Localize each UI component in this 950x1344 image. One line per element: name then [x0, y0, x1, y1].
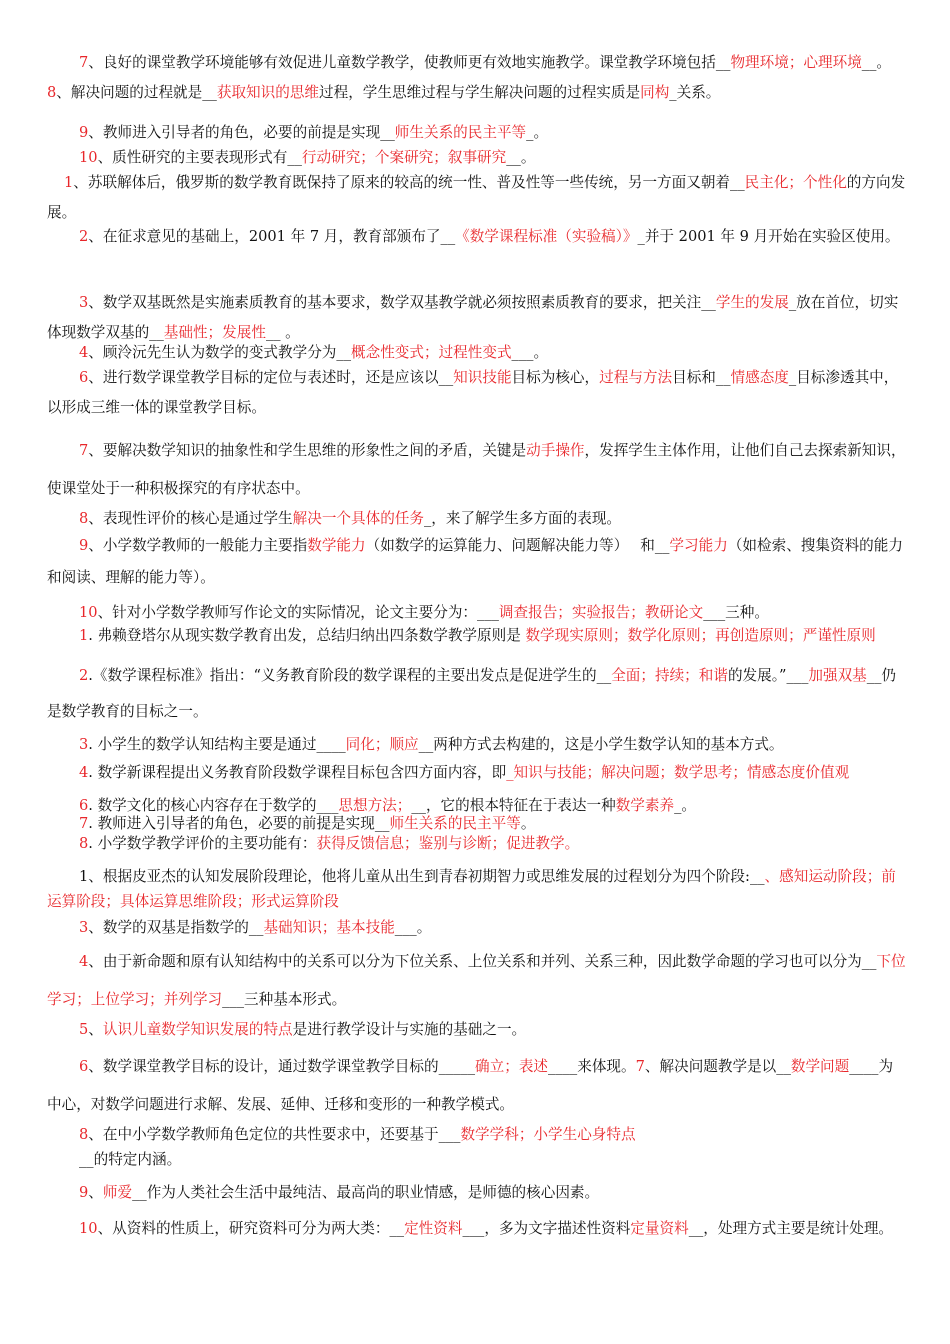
answer-text: 4	[79, 344, 89, 361]
question-paragraph	[47, 763, 907, 783]
question-text: ____为中心，对数学问题进行求解、发展、延伸、迁移和变形的一种教学模式。	[47, 1058, 894, 1113]
question-text: __	[380, 124, 395, 141]
question-paragraph	[47, 48, 907, 108]
question-text: 目标和	[672, 369, 716, 386]
question-text: . 小学数学教学评价的主要功能有：	[88, 835, 317, 852]
question-text: 、从资料的性质上，研究资料可分为两大类：	[97, 1220, 390, 1237]
question-text: ___	[438, 1126, 461, 1143]
answer-text: 3	[79, 736, 89, 753]
answer-text: 9	[79, 537, 89, 554]
question-paragraph	[47, 218, 907, 256]
question-text: _并于 2001 年 9 月开始在实验区使用。	[637, 228, 900, 245]
question-text: ，发挥学生主体作用，让他们自己去探索新知识，使课堂处于一种积极探究的有序状态中。	[47, 442, 906, 497]
answer-text: 8	[79, 835, 89, 852]
question-text: 、在中小学数学教师角色定位的共性要求中，还要基于	[88, 1126, 439, 1143]
answer-text: 下位学习；上位学习；并列学习	[47, 953, 906, 1008]
answer-text: 思想方法；	[338, 797, 412, 814]
question-text: __	[861, 54, 877, 71]
answer-text: 加强双基	[808, 667, 867, 684]
answer-text: 、感知运动阶段；前运算阶段；具体运算思维阶段；形式运算阶段	[47, 868, 896, 910]
question-paragraph	[47, 1145, 907, 1175]
question-text: 、教师进入引导者的角色，必要的前提是实现	[88, 124, 381, 141]
answer-text: 认识儿童数学知识发展的特点	[102, 1021, 293, 1038]
question-paragraph	[47, 834, 907, 854]
question-text: 、顾泠沅先生认为数学的变式教学分为	[88, 344, 337, 361]
question-text: 、表现性评价的核心是通过学生	[88, 510, 293, 527]
answer-text: 10	[79, 604, 98, 621]
question-text: . 弗赖登塔尔从现实数学教育出发，总结归纳出四条数学教学原则是	[88, 627, 526, 644]
question-text: _。	[674, 797, 696, 814]
question-text: 、	[88, 1021, 103, 1038]
question-text: __	[374, 815, 390, 832]
question-text: 、良好的课堂教学环境能够有效促进儿童数学教学，使教师更有效地实施教学。课堂教学环境包括	[88, 54, 716, 71]
question-text: __	[596, 667, 612, 684]
question-text: __	[861, 953, 877, 970]
question-text: __	[440, 228, 456, 245]
answer-text: 数学能力	[307, 537, 366, 554]
question-text: __仍是数学教育的目标之一。	[47, 667, 896, 720]
question-text: _放在首位，切实体现数学双基的	[47, 294, 899, 341]
question-text: __，处理方式主要是统计处理。	[688, 1220, 894, 1237]
question-text: 、要解决数学知识的抽象性和学生思维的形象性之间的矛盾，关键是	[88, 442, 527, 459]
answer-text: 情感态度	[730, 369, 789, 386]
question-paragraph	[47, 730, 907, 760]
question-text: 目标为核心，	[511, 369, 600, 386]
question-paragraph	[47, 814, 907, 834]
question-text: ___三种基本形式。	[222, 991, 347, 1008]
answer-text: 8	[47, 84, 57, 101]
answer-text: 7	[79, 54, 89, 71]
question-text: __两种方式去构建的，这是小学生数学认知的基本方式。	[418, 736, 784, 753]
question-text: _关系。	[669, 84, 721, 101]
question-text: __	[715, 369, 731, 386]
answer-text: 基础性；发展性	[163, 324, 266, 341]
answer-text: 10	[79, 149, 98, 166]
answer-text: 6	[79, 797, 89, 814]
question-text: ___。	[394, 919, 432, 936]
question-text: 、质性研究的主要表现形式有	[97, 149, 288, 166]
question-text: __	[149, 324, 164, 341]
answer-text: 8	[79, 510, 89, 527]
question-text: 。	[520, 815, 536, 832]
question-text: __ 。	[265, 324, 300, 341]
answer-text: 数学学科；小学生心身特点	[460, 1126, 636, 1143]
question-text: __	[202, 84, 217, 101]
question-text: . 数学新课程提出义务教育阶段数学课程目标包含四方面内容，即	[88, 764, 507, 781]
answer-text: 3	[79, 294, 89, 311]
question-text: _，来了解学生多方面的表现。	[423, 510, 622, 527]
answer-text: 基础知识；基本技能	[263, 919, 395, 936]
answer-text: 数学问题	[790, 1058, 850, 1075]
answer-text: 数学现实原则；数学化原则；再创造原则；严谨性原则	[525, 627, 876, 644]
answer-text: 获取知识的思维	[216, 84, 320, 101]
answer-text: 8	[79, 1126, 89, 1143]
answer-text: 同构	[640, 84, 670, 101]
question-text: ___	[786, 667, 809, 684]
question-text: 过程，学生思维过程与学生解决问题的过程实质是	[319, 84, 641, 101]
answer-text: 7	[79, 442, 89, 459]
question-text: 1	[79, 868, 89, 885]
question-paragraph	[47, 432, 907, 508]
question-text: 、数学课堂教学目标的设计，通过数学课堂教学目标的	[88, 1058, 439, 1075]
question-paragraph	[47, 943, 907, 1019]
question-text: ___。	[511, 344, 549, 361]
question-text: 、数学的双基是指数学的	[88, 919, 249, 936]
answer-text: 1	[79, 627, 89, 644]
question-text: 、苏联解体后，俄罗斯的数学教育既保持了原来的较高的统一性、普及性等一些传统，另一方面又朝着	[73, 174, 731, 191]
answer-text: 《数学课程标准（实验稿）》	[455, 228, 638, 245]
question-text: __	[336, 344, 351, 361]
answer-text: 知识技能	[453, 369, 512, 386]
question-paragraph	[47, 363, 907, 423]
question-text: __	[749, 868, 765, 885]
question-paragraph	[47, 658, 907, 730]
question-text: 、根据皮亚杰的认知发展阶段理论，他将儿童从出生到青春初期智力或思维发展的过程划分为四个阶段:	[88, 868, 750, 885]
answer-text: 数学素养	[615, 797, 675, 814]
question-text: 的发展。”	[727, 667, 787, 684]
question-text: ____	[316, 736, 346, 753]
answer-text: 2	[79, 667, 89, 684]
question-text: 、针对小学数学教师写作论文的实际情况，论文主要分为：	[97, 604, 478, 621]
answer-text: 7	[635, 1058, 645, 1075]
question-text: . 教师进入引导者的角色，必要的前提是实现	[88, 815, 375, 832]
answer-text: 7	[79, 815, 89, 832]
question-text: ____来体现。	[548, 1058, 636, 1075]
answer-text: 2	[79, 228, 89, 245]
question-text: __	[389, 1220, 405, 1237]
answer-text: 民主化；个性化	[744, 174, 847, 191]
answer-text: 确立；表述	[475, 1058, 549, 1075]
question-text: 、数学双基既然是实施素质教育的基本要求，数学双基教学就必须按照素质教育的要求，把关注	[88, 294, 702, 311]
question-text: __	[701, 294, 716, 311]
question-text: __的特定内涵。	[79, 1151, 182, 1168]
answer-text: 9	[79, 124, 89, 141]
question-text: 的方向发展。	[47, 174, 906, 221]
question-text: ___，多为文字描述性资料	[462, 1220, 631, 1237]
question-text: _____	[438, 1058, 476, 1075]
answer-text: 动手操作	[526, 442, 585, 459]
question-paragraph	[47, 1015, 907, 1045]
question-paragraph	[47, 1048, 907, 1124]
answer-text: 9	[79, 1184, 89, 1201]
answer-text: 师爱	[102, 1184, 133, 1201]
question-paragraph	[47, 864, 907, 914]
question-text: __	[654, 537, 670, 554]
question-text: ___	[316, 797, 339, 814]
question-paragraph	[47, 913, 907, 943]
answer-text: 同化；顺应	[345, 736, 419, 753]
answer-text: 调查报告；实验报告；教研论文	[498, 604, 704, 621]
answer-text: 定量资料	[630, 1220, 689, 1237]
answer-text: 6	[79, 1058, 89, 1075]
question-text: 、解决问题的过程就是	[56, 84, 203, 101]
question-paragraph	[47, 1178, 907, 1208]
question-text: （如数学的运算能力、问题解决能力等） 和	[365, 537, 655, 554]
answer-text: 4	[79, 953, 89, 970]
question-text: __	[248, 919, 264, 936]
question-text: __	[730, 174, 745, 191]
answer-text: 学习能力	[669, 537, 728, 554]
question-text: 、由于新命题和原有认知结构中的关系可以分为下位关系、上位关系和并列、关系三种，因此数学命题的学习也可以分为	[88, 953, 862, 970]
answer-text: 行动研究；个案研究；叙事研究	[301, 149, 507, 166]
question-paragraph	[47, 1210, 907, 1248]
question-text: ___	[477, 604, 499, 621]
answer-text: 概念性变式；过程性变式	[351, 344, 512, 361]
question-text: .《数学课程标准》指出：“义务教育阶段的数学课程的主要出发点是促进学生的	[88, 667, 597, 684]
question-text: __	[438, 369, 454, 386]
answer-text: 学生的发展	[715, 294, 789, 311]
question-text: 。	[876, 54, 891, 71]
answer-text: 6	[79, 369, 89, 386]
question-text: 、小学数学教师的一般能力主要指	[88, 537, 308, 554]
question-text: __	[287, 149, 302, 166]
question-text: . 数学文化的核心内容存在于数学的	[88, 797, 317, 814]
answer-text: 全面；持续；和谐	[611, 667, 728, 684]
answer-text: 师生关系的民主平等	[389, 815, 521, 832]
question-paragraph	[47, 530, 907, 594]
question-text: __	[776, 1058, 791, 1075]
question-text: __作为人类社会生活中最纯洁、最高尚的职业情感，是师德的核心因素。	[132, 1184, 600, 1201]
answer-text: 物理环境；心理环境	[730, 54, 862, 71]
question-paragraph	[47, 796, 907, 816]
answer-text: 定性资料	[404, 1220, 463, 1237]
answer-text: _知识与技能；解决问题；数学思考；情感态度价值观	[506, 764, 850, 781]
answer-text: 师生关系的民主平等	[394, 124, 527, 141]
question-text: 是进行教学设计与实施的基础之一。	[292, 1021, 527, 1038]
answer-text: 3	[79, 919, 89, 936]
question-text: __。	[506, 149, 536, 166]
question-text: __	[715, 54, 731, 71]
question-paragraph	[47, 626, 907, 646]
answer-text: 10	[79, 1220, 98, 1237]
question-text: 、解决问题教学是以	[644, 1058, 777, 1075]
answer-text: 4	[79, 764, 89, 781]
question-text: __，它的根本特征在于表达一种	[411, 797, 616, 814]
question-text: 、在征求意见的基础上，2001 年 7 月，教育部颁布了	[88, 228, 441, 245]
answer-text: 5	[79, 1021, 89, 1038]
question-paragraph	[47, 598, 907, 628]
answer-text: 解决一个具体的任务	[292, 510, 424, 527]
question-text: _目标渗透其中，以形成三维一体的课堂教学目标。	[47, 369, 899, 416]
question-text: 、进行数学课堂教学目标的定位与表述时，还是应该以	[88, 369, 439, 386]
question-text: ___三种。	[703, 604, 769, 621]
question-text: . 小学生的数学认知结构主要是通过	[88, 736, 317, 753]
answer-text: 过程与方法	[599, 369, 673, 386]
question-text: _。	[526, 124, 549, 141]
answer-text: 1	[64, 174, 74, 191]
question-text: 、	[88, 1184, 103, 1201]
answer-text: 获得反馈信息；鉴别与诊断；促进教学。	[316, 835, 580, 852]
question-text: （如检索、搜集资料的能力和阅读、理解的能力等）。	[47, 537, 903, 586]
